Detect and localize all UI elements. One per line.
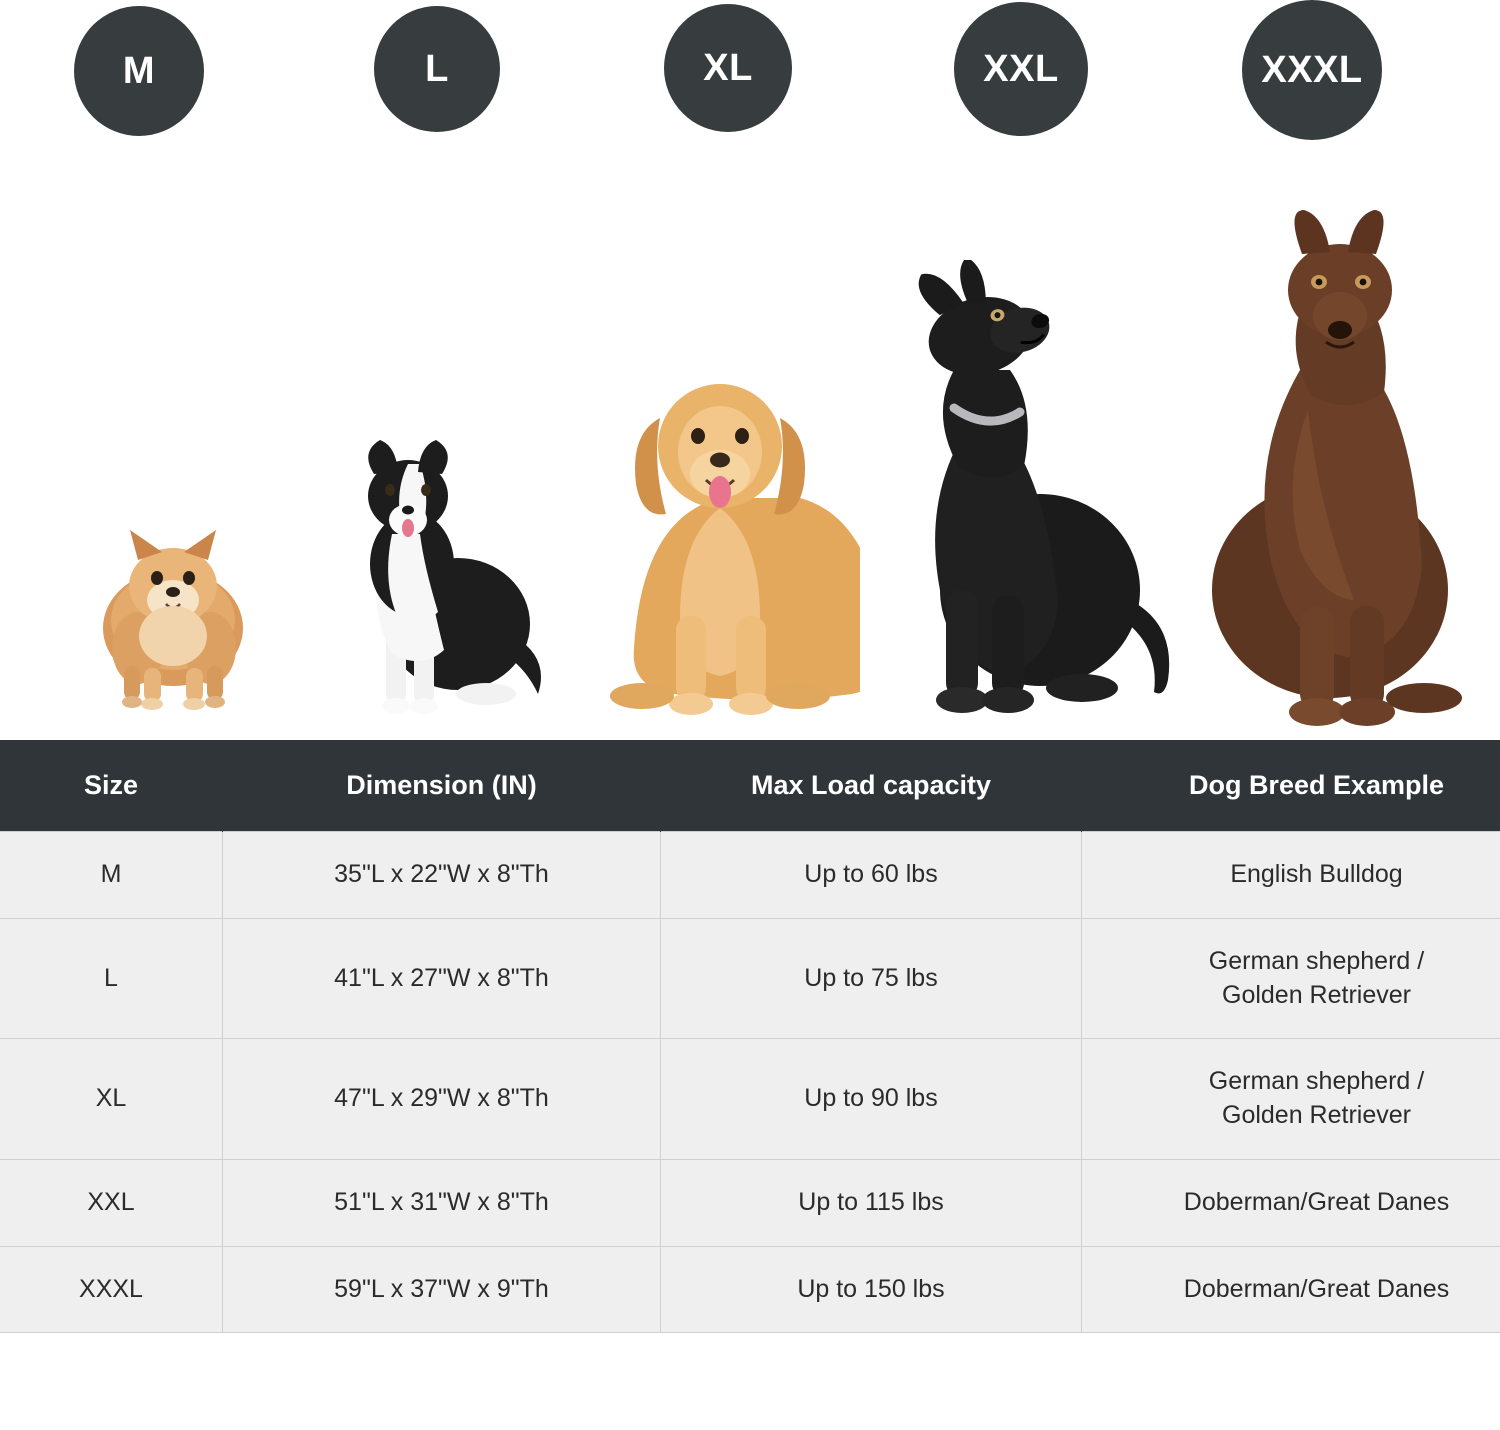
table-row <box>0 918 1500 1039</box>
size-badge-label: L <box>425 47 449 90</box>
cell-breed: German shepherd / Golden Retriever <box>1082 1039 1500 1160</box>
size-table-head <box>0 740 1500 832</box>
size-badge-label: XXXL <box>1261 48 1363 91</box>
cell-dimension: 41"L x 27"W x 8"Th <box>223 918 661 1039</box>
size-table <box>0 740 1500 1333</box>
cell-load: Up to 75 lbs <box>661 918 1082 1039</box>
cell-size: XXL <box>0 1159 223 1246</box>
header-breed: Dog Breed Example <box>1082 740 1500 832</box>
size-badge-xxxl <box>1242 0 1382 140</box>
cell-size: XL <box>0 1039 223 1160</box>
pomeranian-image <box>78 508 268 718</box>
size-badge-row <box>0 0 1500 140</box>
table-header-row <box>0 740 1500 832</box>
size-badge-m <box>74 6 204 136</box>
size-badge-label: XL <box>703 46 753 89</box>
table-row <box>0 832 1500 919</box>
header-dimension: Dimension (IN) <box>223 740 661 832</box>
header-size: Size <box>0 740 223 832</box>
cell-breed: English Bulldog <box>1082 832 1500 919</box>
cell-dimension: 59"L x 37"W x 9"Th <box>223 1246 661 1333</box>
cell-load: Up to 90 lbs <box>661 1039 1082 1160</box>
cell-load: Up to 60 lbs <box>661 832 1082 919</box>
size-badge-xxl <box>954 2 1088 136</box>
size-badge-label: XXL <box>983 47 1059 90</box>
border-collie-image <box>308 424 558 724</box>
table-row <box>0 1039 1500 1160</box>
header-max-load: Max Load capacity <box>661 740 1082 832</box>
cell-size: XXXL <box>0 1246 223 1333</box>
cell-breed: Doberman/Great Danes <box>1082 1159 1500 1246</box>
dog-illustration-row <box>0 130 1500 730</box>
cell-size: L <box>0 918 223 1039</box>
doberman-image <box>1180 210 1480 730</box>
cell-breed: German shepherd / Golden Retriever <box>1082 918 1500 1039</box>
size-badge-xl <box>664 4 792 132</box>
cell-size: M <box>0 832 223 919</box>
cell-load: Up to 115 lbs <box>661 1159 1082 1246</box>
size-badge-l <box>374 6 500 132</box>
great-dane-image <box>850 260 1180 730</box>
size-table-body <box>0 832 1500 1333</box>
cell-dimension: 51"L x 31"W x 8"Th <box>223 1159 661 1246</box>
golden-retriever-image <box>580 348 860 728</box>
table-row <box>0 1246 1500 1333</box>
size-table-container <box>0 740 1500 1333</box>
table-row <box>0 1159 1500 1246</box>
cell-dimension: 47"L x 29"W x 8"Th <box>223 1039 661 1160</box>
cell-load: Up to 150 lbs <box>661 1246 1082 1333</box>
cell-dimension: 35"L x 22"W x 8"Th <box>223 832 661 919</box>
cell-breed: Doberman/Great Danes <box>1082 1246 1500 1333</box>
size-badge-label: M <box>122 49 156 92</box>
